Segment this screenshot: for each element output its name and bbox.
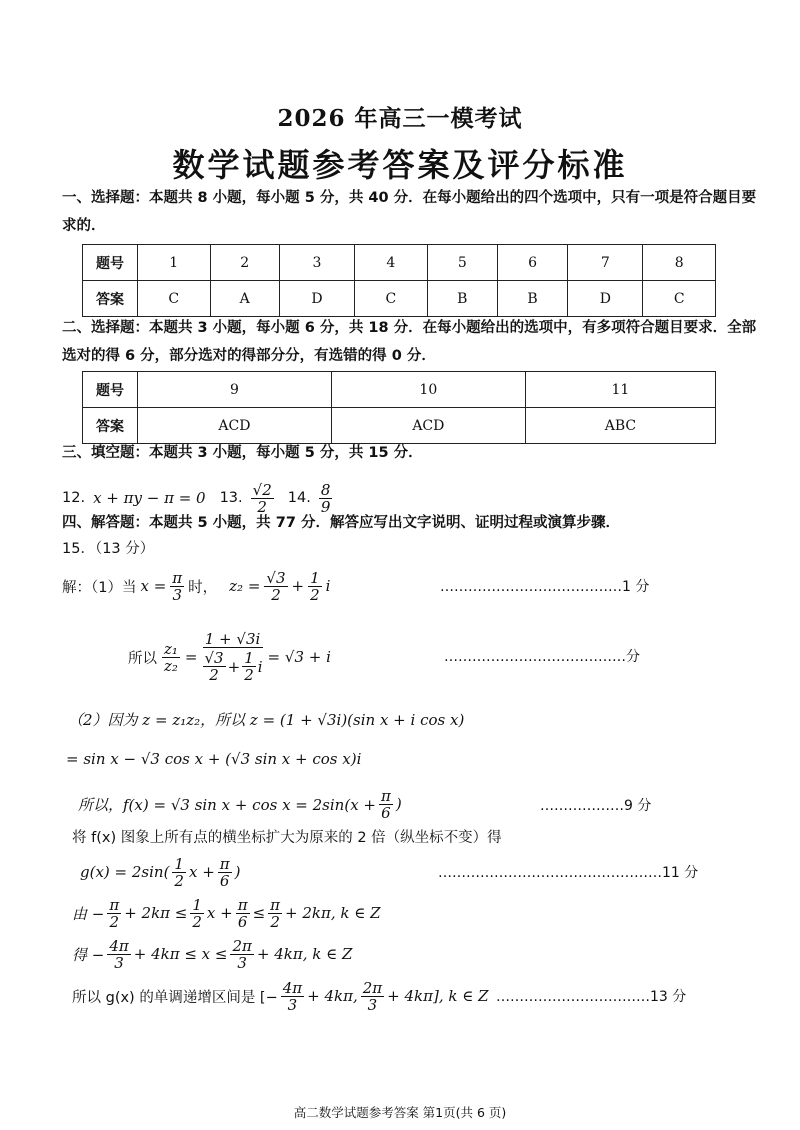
table-cell: A	[210, 281, 279, 317]
denominator: 2	[109, 912, 120, 931]
stretch-text: 将 f(x) 图象上所有点的横坐标扩大为原来的 2 倍（纵坐标不变）得	[72, 830, 502, 846]
table-cell: 答案	[83, 408, 138, 444]
table-cell: 7	[568, 245, 643, 281]
math-text: 所以，f(x) = √3 sin x + cos x = 2sin(x +	[78, 795, 376, 814]
g-expression	[80, 852, 240, 892]
math-text: )	[395, 795, 402, 813]
denominator: 6	[219, 871, 230, 890]
numerator: π	[381, 786, 391, 805]
text: 所以	[128, 650, 157, 667]
fraction	[379, 788, 393, 821]
score-marker: ……………………………13 分	[496, 989, 687, 1005]
fraction	[264, 570, 287, 603]
fraction	[308, 570, 322, 603]
denominator: 3	[287, 995, 298, 1014]
math-text: + 4kπ,	[307, 987, 358, 1005]
q12-answer: x + πy − π = 0	[93, 489, 206, 507]
q15-header: 15．（13 分）	[62, 541, 155, 557]
text: 所以 g(x) 的单调递增区间是 [−	[72, 989, 278, 1006]
section1-line2: 求的．	[62, 218, 106, 234]
denominator: 2	[270, 912, 280, 931]
document-title: 数学试题参考答案及评分标准	[172, 146, 628, 184]
table-cell: 题号	[83, 372, 138, 408]
numerator: π	[219, 854, 230, 873]
inequality-1	[72, 893, 381, 933]
math-text: + 4kπ], k ∈ Z	[387, 987, 489, 1005]
table-cell: 6	[497, 245, 567, 281]
fraction	[170, 570, 184, 603]
section4-line1: 四、解答题：本题共 5 小题，共 77 分．解答应写出文字说明、证明过程或演算步骤．	[62, 515, 620, 531]
fraction	[218, 856, 232, 889]
table-cell: 答案	[83, 281, 138, 317]
numerator: 8	[320, 480, 331, 499]
table-row	[83, 281, 716, 317]
section2-line2: 选对的得 6 分，部分选对的得部分分，有选错的得 0 分．	[62, 348, 436, 364]
math-text: x +	[206, 904, 233, 922]
solution-part2	[68, 709, 464, 730]
numerator: 1	[310, 568, 320, 587]
math-text: i	[325, 577, 331, 595]
table-cell: 1	[138, 245, 211, 281]
fraction	[107, 938, 130, 971]
numerator: 1	[192, 895, 202, 914]
math-text: +	[227, 657, 241, 676]
fraction	[361, 980, 384, 1013]
math-text: g(x) = 2sin(	[80, 863, 170, 881]
denominator: 3	[237, 953, 247, 972]
table-cell: 题号	[83, 245, 138, 281]
solution-step1	[62, 566, 330, 606]
math-text: + 2kπ, k ∈ Z	[285, 904, 381, 922]
denominator: 3	[172, 585, 182, 604]
score-marker: …………………………………分	[444, 649, 640, 665]
denominator: 2	[174, 871, 184, 890]
answer-table-2	[82, 371, 716, 444]
fraction	[107, 897, 121, 930]
math-text: x +	[188, 863, 215, 881]
denominator: z₂	[164, 656, 178, 675]
math-text: z₂ =	[229, 577, 261, 595]
math-text: i	[257, 657, 263, 676]
table-cell: 5	[427, 245, 497, 281]
numerator: 4π	[109, 936, 129, 955]
score-marker: …………………………………………11 分	[438, 865, 699, 881]
denominator: 3	[367, 995, 378, 1014]
numerator: π	[270, 895, 281, 914]
math-text: 得 −	[72, 945, 105, 964]
table-cell: C	[643, 281, 716, 317]
table-cell: ABC	[525, 408, 715, 444]
inequality-2	[72, 934, 352, 974]
math-text: )	[234, 863, 241, 881]
page-footer: 高二数学试题参考答案 第1页(共 6 页)	[293, 1105, 507, 1120]
section2-line1: 二、选择题：本题共 3 小题，每小题 6 分，共 18 分．在每小题给出的选项中，有多项符合题目要求．全部	[62, 320, 757, 336]
q14-number: 14.	[287, 490, 311, 506]
math-text: = sin x − √3 cos x + (√3 sin x + cos x)i	[66, 750, 362, 768]
table-row	[83, 245, 716, 281]
math-text: + 4kπ, k ∈ Z	[256, 945, 353, 963]
fraction	[230, 938, 253, 971]
denominator: 2	[209, 666, 219, 684]
denominator: 6	[237, 912, 248, 931]
math-text: ≤	[252, 904, 266, 922]
table-cell: B	[497, 281, 567, 317]
numerator: √3	[204, 649, 224, 667]
table-row	[83, 408, 716, 444]
fraction	[281, 980, 304, 1013]
score-marker: …………………………………1 分	[440, 579, 650, 595]
numerator: π	[109, 895, 120, 914]
denominator: 2	[271, 585, 281, 604]
q12-number: 12.	[62, 490, 86, 506]
math-text: = √3 + i	[267, 648, 331, 666]
text: 时，	[188, 579, 218, 596]
table-row	[83, 372, 716, 408]
section1-line1: 一、选择题：本题共 8 小题，每小题 5 分，共 40 分．在每小题给出的四个选项中，只有一项是符合题目要	[62, 190, 757, 206]
exam-title: 2026 年高三一模考试	[277, 105, 523, 132]
denominator: 2	[192, 912, 202, 931]
table-cell: B	[427, 281, 497, 317]
answer-table-1	[82, 244, 716, 317]
numerator: 1 + √3i	[203, 631, 263, 648]
table-cell: D	[279, 281, 354, 317]
fraction	[242, 650, 256, 683]
math-text: =	[184, 648, 198, 666]
increasing-interval	[72, 976, 489, 1016]
math-text: 由 −	[72, 904, 105, 923]
f-expression	[78, 784, 402, 824]
denominator: 9	[320, 497, 331, 516]
denominator: 2	[257, 497, 267, 516]
numerator: z₁	[164, 639, 178, 658]
q14-answer	[319, 482, 333, 515]
score-marker: ………………9 分	[540, 798, 652, 814]
numerator: 2π	[232, 936, 252, 955]
math-text: （2）因为 z = z₁z₂，所以 z = (1 + √3i)(sin x + i cos x)	[68, 711, 465, 729]
q13-answer	[251, 482, 274, 515]
numerator: π	[237, 895, 248, 914]
table-cell: 2	[210, 245, 279, 281]
solution-step2	[128, 624, 331, 690]
section3-line1: 三、填空题：本题共 3 小题，每小题 5 分，共 15 分．	[62, 445, 423, 461]
numerator: √2	[252, 480, 272, 499]
fraction	[172, 856, 186, 889]
numerator: 1	[244, 649, 254, 667]
numerator: 1	[174, 854, 184, 873]
table-cell: C	[138, 281, 211, 317]
denominator: 2	[310, 585, 320, 604]
fraction	[190, 897, 204, 930]
numerator: √3	[266, 568, 286, 587]
fraction	[162, 641, 180, 674]
math-text: + 4kπ ≤ x ≤	[133, 945, 228, 963]
math-text: +	[291, 577, 305, 595]
table-cell: 9	[138, 372, 332, 408]
denominator: 6	[381, 803, 391, 822]
fraction	[268, 897, 282, 930]
numerator: 2π	[362, 978, 383, 997]
text: 解：（1）当	[62, 579, 137, 596]
fraction	[236, 897, 250, 930]
table-cell: 10	[331, 372, 525, 408]
fraction	[203, 650, 226, 683]
table-cell: 3	[279, 245, 354, 281]
numerator: 4π	[282, 978, 303, 997]
math-text: + 2kπ ≤	[124, 904, 188, 922]
solution-part2-expand	[66, 750, 361, 768]
denominator	[203, 648, 263, 683]
table-cell: 11	[525, 372, 715, 408]
denominator: 2	[244, 666, 254, 684]
complex-fraction	[203, 631, 263, 683]
table-cell: 4	[355, 245, 428, 281]
table-cell: ACD	[138, 408, 332, 444]
table-cell: ACD	[331, 408, 525, 444]
table-cell: D	[568, 281, 643, 317]
fill-answers	[62, 478, 332, 518]
numerator: π	[172, 568, 183, 587]
table-cell: 8	[643, 245, 716, 281]
table-cell: C	[355, 281, 428, 317]
math-text: x =	[140, 577, 167, 595]
q13-number: 13.	[219, 490, 243, 506]
denominator: 3	[114, 953, 124, 972]
